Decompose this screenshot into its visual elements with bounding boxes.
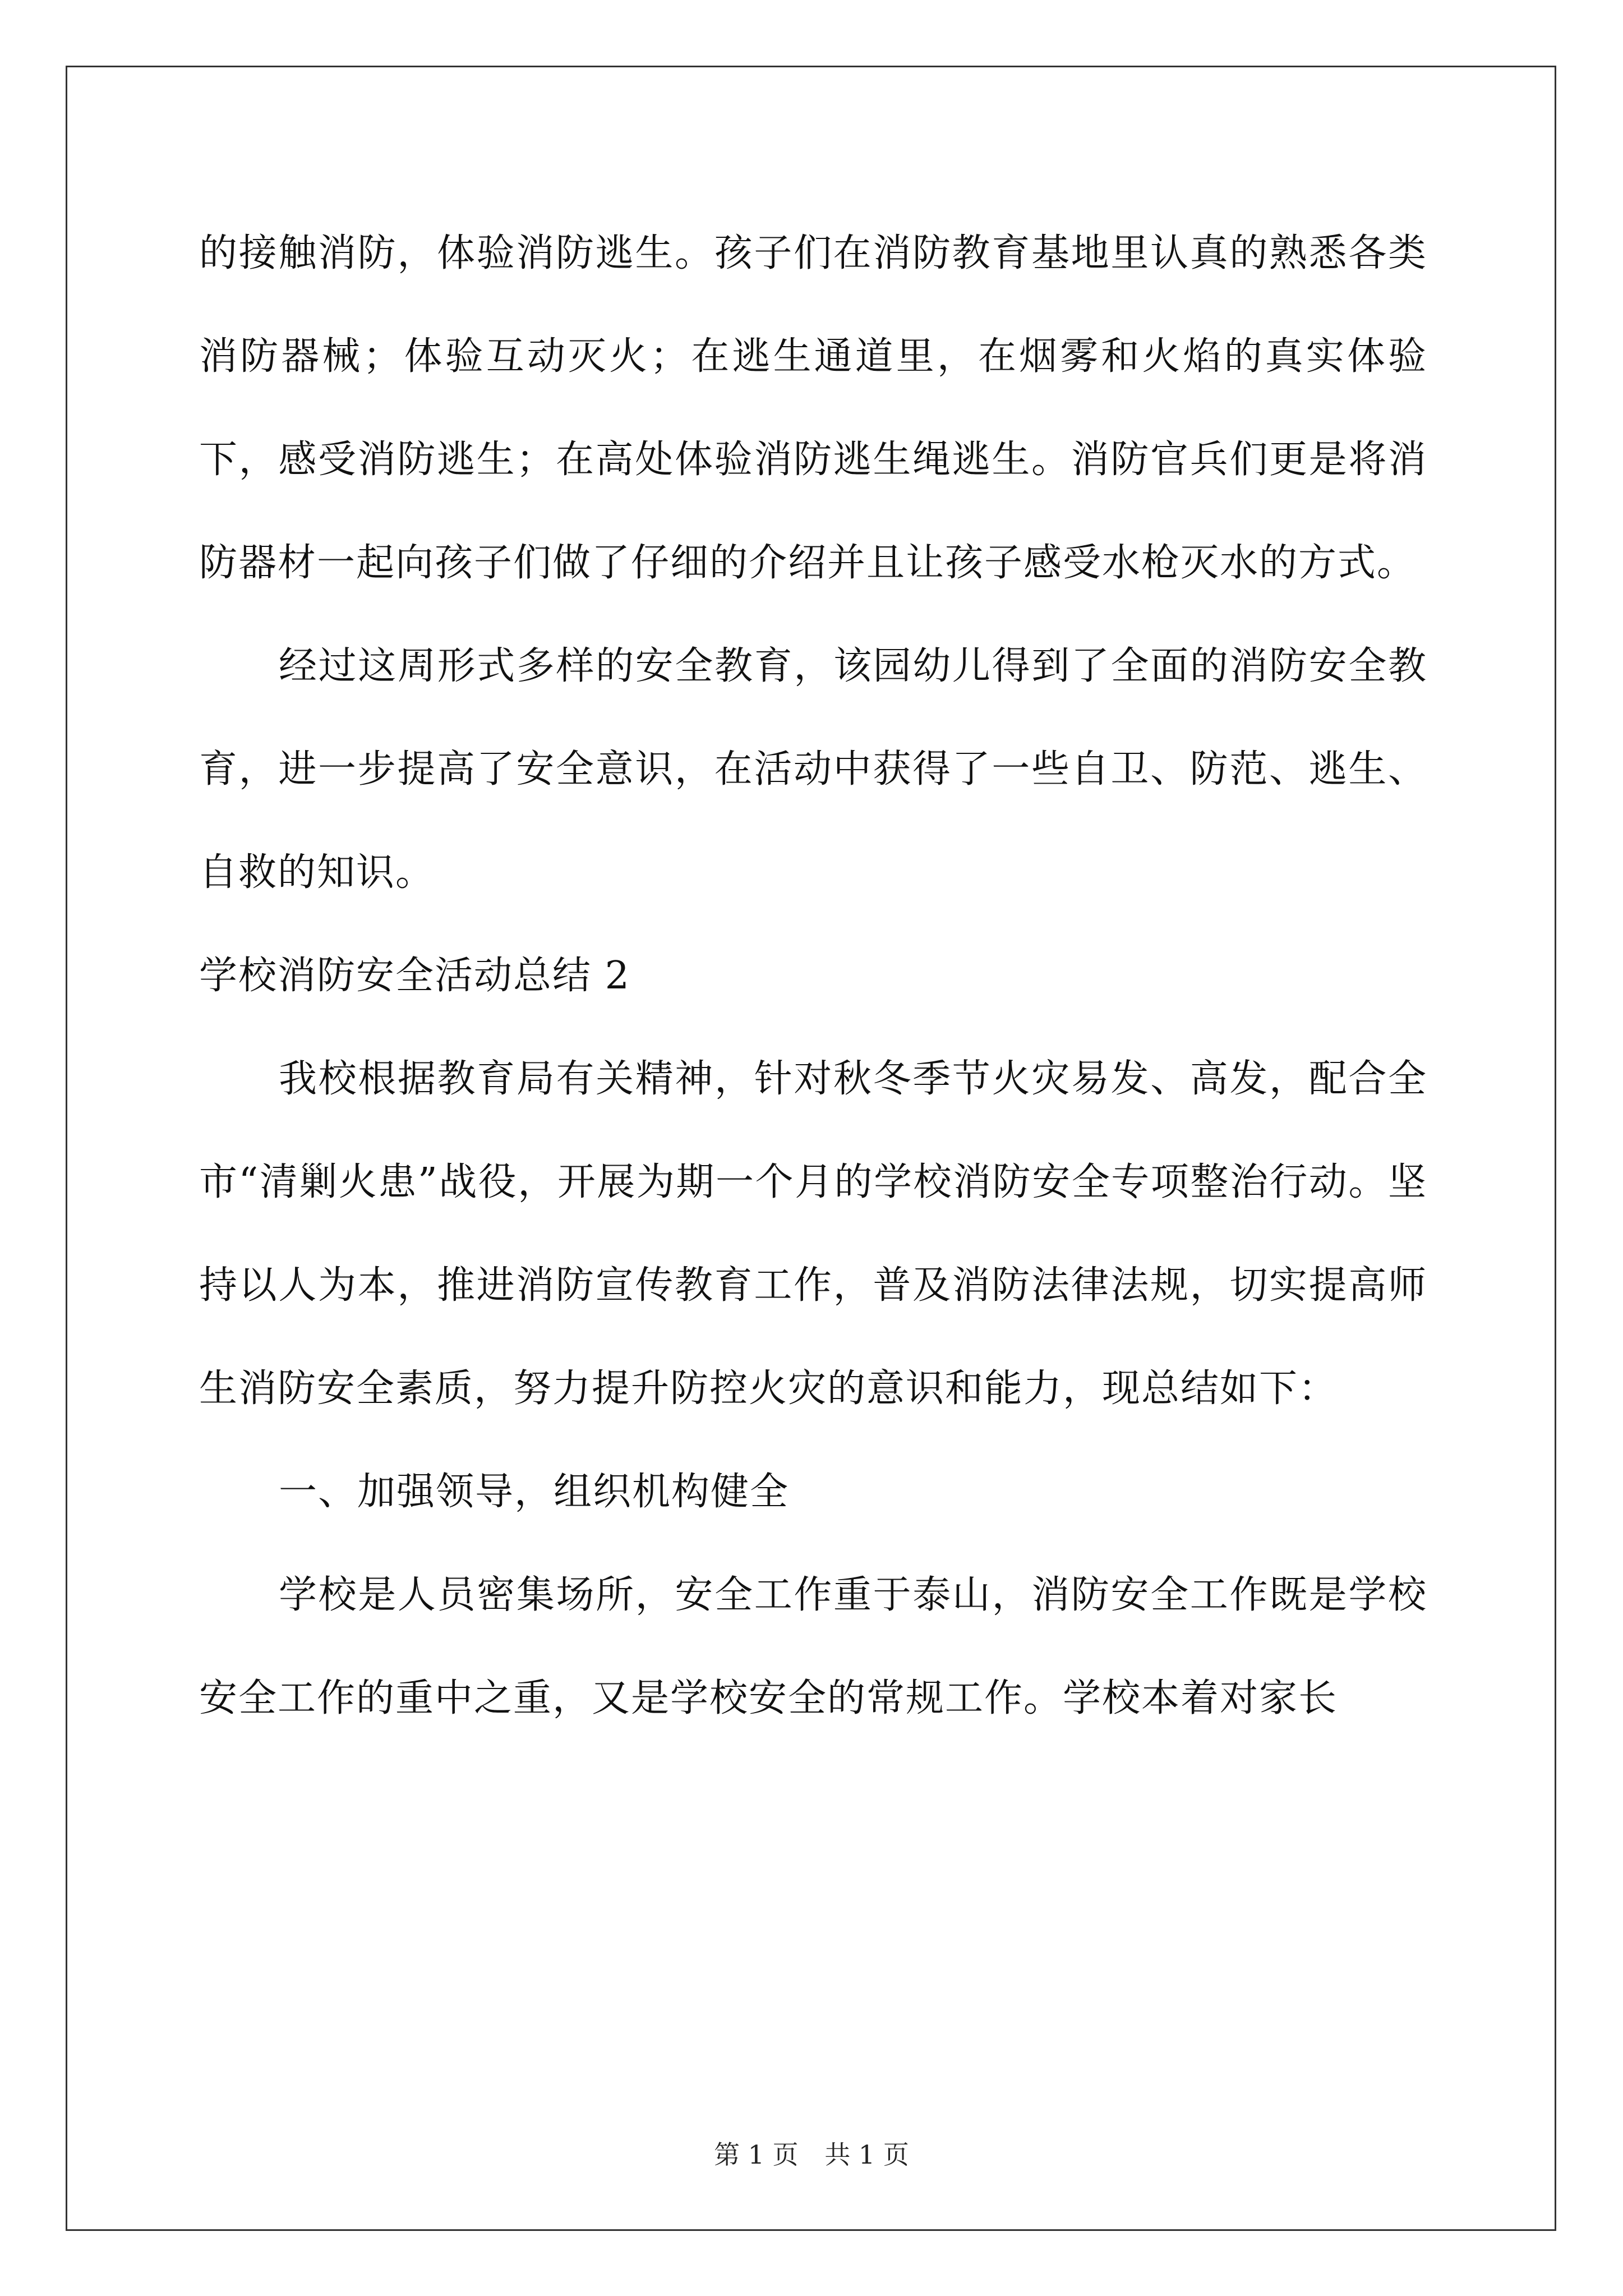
section-title: 学校消防安全活动总结 2 [199, 954, 630, 998]
document-body [199, 202, 1427, 1750]
page-number-total: 共 1 页 [824, 2139, 909, 2170]
paragraph-school-safety: 学校是人员密集场所，安全工作重于泰山，消防安全工作既是学校安全工作的重中之重，又是学校安全的常规工作。学校本着对家长 [199, 1573, 1427, 1720]
page-footer [0, 2134, 1623, 2171]
page-number-current: 第 1 页 [714, 2139, 799, 2170]
paragraph-fire-experience: 的接触消防，体验消防逃生。孩子们在消防教育基地里认真的熟悉各类消防器械；体验互动灭火；在逃生通道里，在烟雾和火焰的真实体验下，感受消防逃生；在高处体验消防逃生绳逃生。消防官兵们更是将消防器材一起向孩子们做了仔细的介绍并且让孩子感受水枪灭水的方式。 [199, 231, 1427, 585]
paragraph-school-campaign: 我校根据教育局有关精神，针对秋冬季节火灾易发、高发，配合全市“清剿火患”战役，开展为期一个月的学校消防安全专项整治行动。坚持以人为本，推进消防宣传教育工作，普及消防法律法规，切实提高师生消防安全素质，努力提升防控火灾的意识和能力，现总结如下： [199, 1057, 1427, 1411]
subheading-leadership: 一、加强领导，组织机构健全 [279, 1470, 790, 1514]
paragraph-education-result: 经过这周形式多样的安全教育，该园幼儿得到了全面的消防安全教育，进一步提高了安全意识，在活动中获得了一些自卫、防范、逃生、自救的知识。 [199, 644, 1427, 895]
